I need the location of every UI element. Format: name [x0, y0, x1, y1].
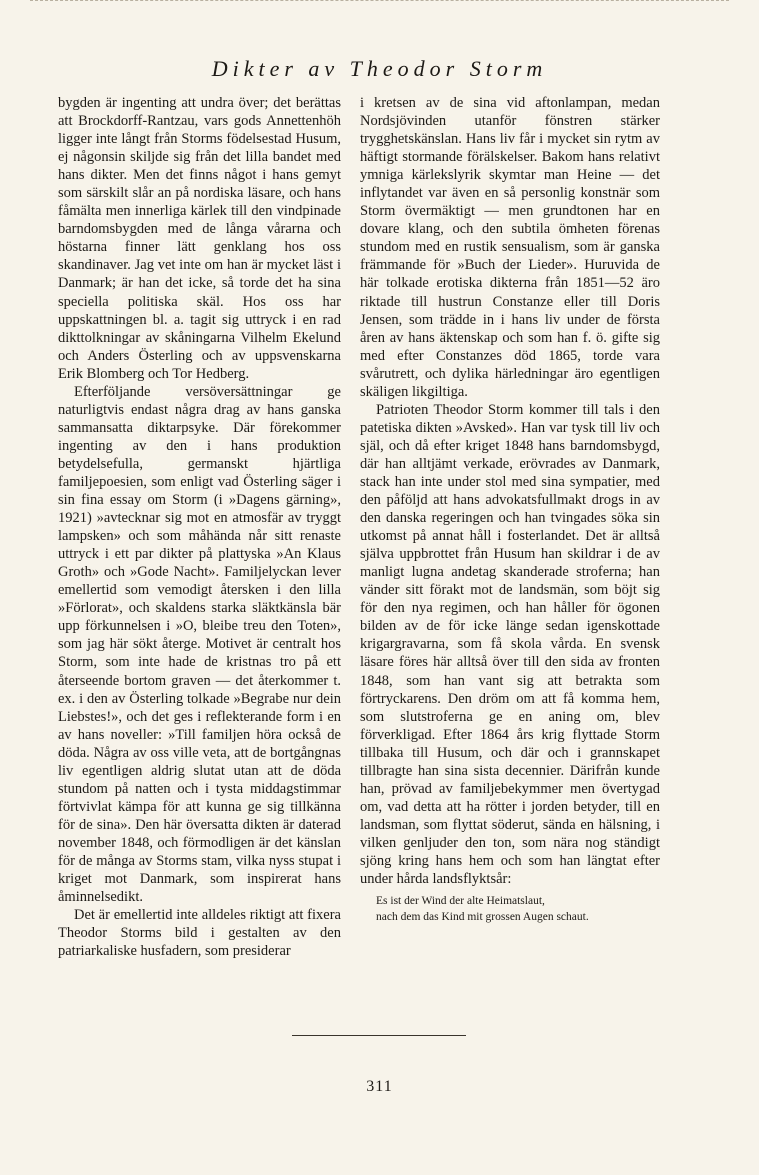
left-paragraph-1: bygden är ingenting att undra över; det berättas att Brockdorff-Rantzau, vars gods Annettenhöh ligger inte långt från Storms födelsestad Husum, ej någonsin skiljde sig från det lilla bandet med hans dikter. Men det finns något i hans gemyt som särskilt slår an på nordiska läsare, och hans fåmälta men innerliga kärlek till den vindpinade barndomsbygden med de långa vårarna och höstarna finner lätt genklang hos oss skandinaver. Jag vet inte om han är mycket läst i Danmark; är han det icke, så torde det ha sina speciella politiska skäl. Hos oss har uppskattningen bl. a. tagit sig uttryck i en rad dikttolkningar av skåningarna Vilhelm Ekelund och Anders Österling och av uppsvenskarna Erik Blomberg och Tor Hedberg. — [58, 95, 341, 382]
right-paragraph-1: i kretsen av de sina vid aftonlampan, medan Nordsjövinden utanför fönstren stärker trygghetskänslan. Hans liv får i mycket sin rytm av häftigt stormande förälskelser. Bakom hans relativt ymniga kärlekslyrik skymtar man Heine — det inflytandet var även en så personlig konstnär som Storm övermäktigt — men grundtonen har en dovare klang, och den subtila ömheten förenas stundom med en rustik sensualism, som är ganska främmande för »Buch der Lieder». Huruvida de här tolkade erotiska dikterna från 1851—52 äro riktade till hustrun Constanze eller till Doris Jensen, som trädde in i hans liv under de första åren av hans äktenskap och som han f. ö. gifte sig med efter Constanzes död 1865, torde vara svårutrett, och dylika härledningar äro egentligen skäligen likgiltiga. — [360, 95, 660, 400]
left-paragraph-3: Det är emellertid inte alldeles riktigt att fixera Theodor Storms bild i gestalten av den patriarkaliske husfadern, som presiderar — [58, 907, 341, 960]
footer-rule — [292, 1035, 466, 1036]
left-paragraph-2: Efterföljande versöversättningar ge naturligtvis endast några drag av hans ganska sammansatta diktarpsyke. Där förekommer ingenting av den i hans produktion betydelsefulla, germanskt hjärtliga familjepoesien, som enligt vad Österling säger i sin fina essay om Storm (i »Dagens gärning», 1921) »avtecknar sig mot en atmosfär av tryggt lampsken» och som måhända når sitt renaste uttryck i ett par dikter på plattyska »An Klaus Groth» och »Gode Nacht». Familjelyckan lever emellertid som vemodigt återsken i den lilla »Förlorat», och skaldens starka släktkänsla bär upp förkunnelsen i »O, bleibe treu den Toten», som jag här sökt återge. Motivet är centralt hos Storm, som inte hade de kristnas tro på ett återseende bortom graven — det återkommer t. ex. i den av Österling tolkade »Begrabe nur dein Liebstes!», och det ges i reflekterande form i en av hans noveller: »Till familjen höra också de döda. Några av oss ville veta, att de bortgångnas liv egentligen aldrig slutat utan att de döda stundom på natten och i tysta middagstimmar förtvivlat kämpa för att kunna ge sig tillkänna för de sina». Den här översatta dikten är daterad november 1848, och förmodligen är det känslan för de många av Storms stam, vilka nyss stupat i kriget mot Danmark, som inspirerat hans åminnelsedikt. — [58, 383, 341, 906]
right-paragraph-2: Patrioten Theodor Storm kommer till tals i den patetiska dikten »Avsked». Han var tysk till liv och själ, och då efter kriget 1848 hans barndomsbygd, där han alltjämt verkade, erövrades av Danmark, stack han inte under stol med sina sympatier, med den påföljd att hans advokatsfullmakt drogs in av den danska regeringen och han tvingades söka sin utkomst på annat håll i fosterlandet. Det är alltså själva uppbrottet från Husum han skildrar i de av manligt lugna andetag skanderade stroferna; han vänder sitt förakt mot de landsmän, som böjt sig för den nya regimen, och han håller för ögonen bilden av de för icke länge sedan igenskottade krigargravarna, som få skola vårda. En svensk läsare föres här alltså över till den sida av fronten 1848, som han vant sig att betrakta som förtryckarens. Den dröm om att få komma hem, som slutstroferna ge en aning om, blev förverkligad. Efter 1864 års krig flyttade Storm tillbaka till Husum, och där och i grannskapet tillbragte han sina sista decennier. Därifrån kunde han, prövad av familjebekymmer men övertygad om, vad detta att ha rötter i jorden betyder, till en landsman, som flyttat söderut, sända en hälsning, i vilken genljuder den ton, som nära nog ständigt sjöng kring hans hem och som han längtat efter under hårda landsflyktsår: — [360, 401, 660, 888]
verse-line-2: nach dem das Kind mit grossen Augen schaut. — [376, 911, 589, 924]
verse-line-1: Es ist der Wind der alte Heimatslaut, — [376, 895, 545, 908]
verse-quote — [360, 893, 660, 925]
page-number: 311 — [366, 1078, 393, 1095]
running-title: Dikter av Theodor Storm — [211, 56, 548, 81]
right-column — [360, 94, 660, 925]
left-column — [58, 94, 341, 960]
top-edge-rule — [30, 0, 729, 3]
